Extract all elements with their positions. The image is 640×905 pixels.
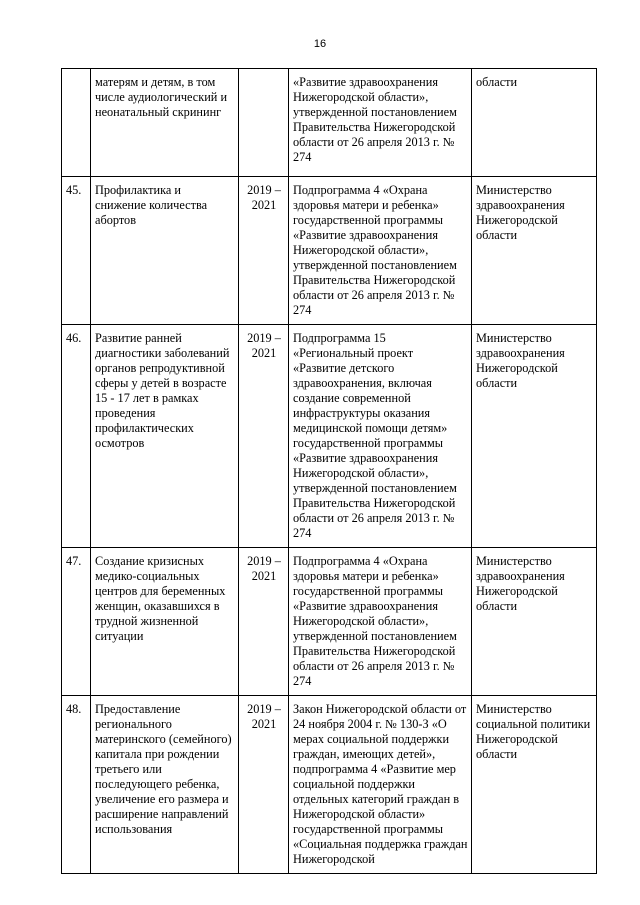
legal-basis-cell: Подпрограмма 15 «Региональный проект «Развитие детского здравоохранения, включая создание современной инфраструктуры оказания медицинской помощи детям» государственной программы «Развитие здравоохранения Нижегородской области», утвержденной постановлением Правительства Нижегородской области от 26 апреля 2013 г. № 274 — [289, 325, 472, 548]
measure-name-cell: Создание кризисных медико-социальных центров для беременных женщин, оказавшихся в трудной жизненной ситуации — [91, 548, 239, 696]
responsible-cell: Министерство здравоохранения Нижегородской области — [472, 548, 597, 696]
table-row — [62, 177, 597, 325]
period-cell: 2019 – 2021 — [239, 696, 289, 874]
legal-basis-cell: Закон Нижегородской области от 24 ноября 2004 г. № 130-З «О мерах социальной поддержки граждан, имеющих детей», подпрограмма 4 «Развитие мер социальной поддержки отдельных категорий граждан в Нижегородской области» государственной программы «Социальная поддержка граждан Нижегородской — [289, 696, 472, 874]
measure-name-cell: Профилактика и снижение количества абортов — [91, 177, 239, 325]
legal-basis-cell: «Развитие здравоохранения Нижегородской области», утвержденной постановлением Правительства Нижегородской области от 26 апреля 2013 г. № 274 — [289, 69, 472, 177]
table-row — [62, 548, 597, 696]
period-cell — [239, 69, 289, 177]
measure-name-cell: Предоставление регионального материнского (семейного) капитала при рождении третьего или последующего ребенка, увеличение его размера и расширение направлений использования — [91, 696, 239, 874]
row-number-cell — [62, 69, 91, 177]
period-cell: 2019 – 2021 — [239, 325, 289, 548]
period-cell: 2019 – 2021 — [239, 177, 289, 325]
row-number-cell: 47. — [62, 548, 91, 696]
measure-name-cell: Развитие ранней диагностики заболеваний органов репродуктивной сферы у детей в возрасте 15 - 17 лет в рамках проведения профилактических осмотров — [91, 325, 239, 548]
responsible-cell: Министерство социальной политики Нижегородской области — [472, 696, 597, 874]
legal-basis-cell: Подпрограмма 4 «Охрана здоровья матери и ребенка» государственной программы «Развитие здравоохранения Нижегородской области», утвержденной постановлением Правительства Нижегородской области от 26 апреля 2013 г. № 274 — [289, 548, 472, 696]
table-row — [62, 69, 597, 177]
table-row — [62, 325, 597, 548]
responsible-cell: Министерство здравоохранения Нижегородской области — [472, 177, 597, 325]
row-number-cell: 45. — [62, 177, 91, 325]
responsible-cell: Министерство здравоохранения Нижегородской области — [472, 325, 597, 548]
measures-table — [61, 68, 597, 874]
measure-name-cell: матерям и детям, в том числе аудиологический и неонатальный скрининг — [91, 69, 239, 177]
responsible-cell: области — [472, 69, 597, 177]
table-row — [62, 696, 597, 874]
row-number-cell: 48. — [62, 696, 91, 874]
period-cell: 2019 – 2021 — [239, 548, 289, 696]
legal-basis-cell: Подпрограмма 4 «Охрана здоровья матери и ребенка» государственной программы «Развитие здравоохранения Нижегородской области», утвержденной постановлением Правительства Нижегородской области от 26 апреля 2013 г. № 274 — [289, 177, 472, 325]
page-number: 16 — [313, 38, 327, 50]
row-number-cell: 46. — [62, 325, 91, 548]
